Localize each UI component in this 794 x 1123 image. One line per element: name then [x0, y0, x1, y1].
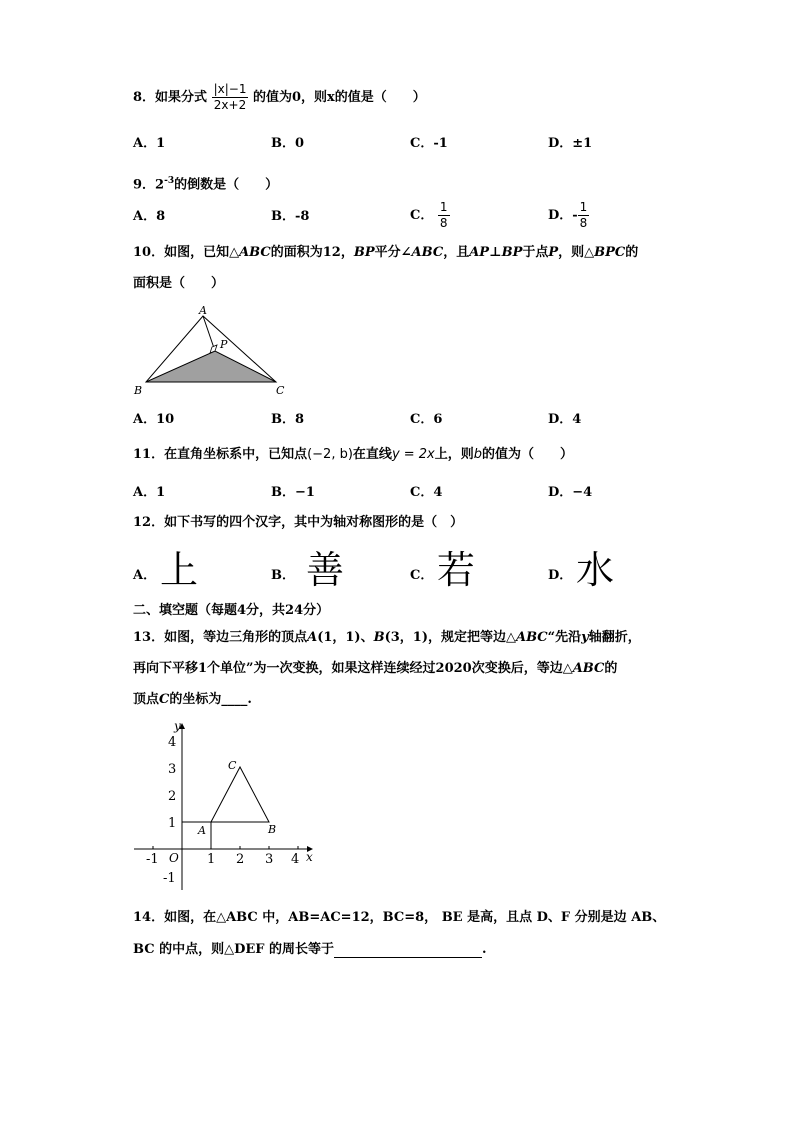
q13-abc: ABC: [515, 630, 548, 645]
q9-option-c-fraction: [438, 200, 450, 231]
q9-d-den: 8: [579, 216, 588, 230]
q9-c-num: 1: [439, 200, 448, 214]
q10-abc: ABC: [239, 245, 271, 260]
q14-line1: 14．如图，在△ABC 中，AB=AC=12，BC=8， BE 是高，且点 D、F 分别是边 AB、: [133, 910, 666, 925]
q10-option-d: D．4: [548, 412, 582, 427]
q11-stem: [133, 447, 573, 463]
q12-char-b: 善: [306, 548, 345, 592]
q13-ytick-3: 3: [168, 762, 177, 777]
q10-shaded-bpc: [146, 351, 276, 382]
q11-option-a: A．1: [133, 485, 166, 500]
q13-c: C: [159, 692, 170, 707]
q13-t1: 13．如图，等边三角形的顶点: [133, 630, 308, 645]
q13-x-label: x: [306, 850, 313, 864]
q10-abc-2: ABC: [411, 245, 444, 260]
q10-option-a: A．10: [133, 412, 175, 427]
q11-t1: 11．在直角坐标系中，已知点: [133, 447, 308, 462]
q9-option-a: A．8: [133, 209, 166, 224]
q9-option-d-label: D．-: [548, 208, 578, 223]
q14-answer-blank[interactable]: [334, 945, 482, 958]
q9-exponent: -3: [164, 176, 175, 186]
q13-ytick-4: 4: [168, 735, 177, 750]
q8-option-d: D．±1: [548, 136, 593, 151]
q13-origin-label: O: [169, 851, 179, 865]
q8-fraction: [212, 82, 249, 113]
q12-char-a: 上: [160, 548, 199, 592]
q11-option-d: D．−4: [548, 485, 593, 500]
q9-option-d: [548, 200, 589, 231]
q13-y: y: [581, 630, 589, 645]
q10-p: P: [548, 245, 559, 260]
q10-t1: 10．如图，已知△: [133, 245, 240, 260]
q10-perp: ⊥: [489, 245, 502, 260]
q13-ytick-2: 2: [168, 789, 177, 804]
q9-option-d-fraction: [578, 200, 590, 231]
q9-option-c-label: C．: [410, 208, 434, 223]
q11-option-b: B．−1: [271, 485, 315, 500]
q9-option-b: B．-8: [271, 209, 310, 224]
q11-t2: 在直线: [352, 447, 392, 462]
q10-option-b: B．8: [271, 412, 305, 427]
q13-t6: 再向下平移1个单位”为一次变换，如果这样连续经过2020次变换后，等边△: [133, 661, 573, 676]
q9-d-num: 1: [579, 200, 588, 214]
q12-char-d: 水: [576, 548, 615, 592]
q13-xlabel-3: 3: [265, 852, 274, 867]
q9-stem: [133, 173, 278, 193]
q13-ytick-m1: -1: [163, 871, 176, 886]
q10-option-c: C．6: [410, 412, 443, 427]
q13-xlabel-m1: -1: [146, 852, 159, 867]
q12-label-d: D．: [548, 568, 573, 583]
q9-prefix: 9．2: [133, 177, 165, 193]
q10-bpc: BPC: [594, 245, 626, 260]
q8-option-c: C．-1: [410, 136, 448, 151]
q13-t2: (1，1)、: [317, 630, 374, 645]
q10-t7: 的: [625, 245, 639, 260]
q8-denominator: 2x+2: [213, 98, 247, 112]
q13-line3: [133, 692, 252, 708]
q10-label-p: P: [220, 338, 228, 351]
q11-point: (−2, b): [307, 447, 353, 462]
q10-t5: 于点: [522, 245, 549, 260]
q11-var-b: b: [473, 447, 483, 462]
q14-t1: BC 的中点，则△DEF 的周长等于: [133, 942, 335, 957]
q13-y-label: y: [174, 719, 181, 733]
q13-line2: [133, 661, 617, 677]
q13-t3: (3，1)，规定把等边△: [384, 630, 516, 645]
q10-bp: BP: [353, 245, 375, 260]
q13-line1: [133, 630, 641, 646]
q13-xlabel-2: 2: [236, 852, 245, 867]
q8-stem: [133, 82, 426, 113]
q11-line-equation: y = 2x: [391, 447, 435, 462]
q13-b: B: [373, 630, 385, 645]
q14-line2: [133, 942, 487, 958]
q10-label-c: C: [276, 384, 285, 397]
q10-bp-2: BP: [501, 245, 523, 260]
q8-numerator: |x|−1: [213, 82, 247, 96]
q12-stem: 12．如下书写的四个汉字，其中为轴对称图形的是（ ）: [133, 515, 464, 530]
q13-t5: 轴翻折，: [588, 630, 641, 645]
q11-t3: 上，则: [434, 447, 474, 462]
q13-point-b: B: [268, 823, 277, 836]
section-heading: 二、填空题（每题4分，共24分）: [133, 603, 330, 618]
q10-ap: AP: [469, 245, 490, 260]
q13-t7: 的: [604, 661, 618, 676]
q13-coordinate-figure: [130, 718, 320, 896]
q10-t6: ，则△: [558, 245, 595, 260]
q10-stem-line1: [133, 245, 638, 261]
q13-a: A: [307, 630, 318, 645]
q13-t4: “先沿: [547, 630, 582, 645]
q13-t9: 的坐标为____.: [169, 692, 252, 707]
q8-prefix: 8．如果分式: [133, 90, 208, 105]
q13-xlabel-4: 4: [291, 852, 300, 867]
q10-label-b: B: [134, 384, 143, 397]
q10-triangle-figure: [128, 300, 298, 400]
q10-t3: 平分∠: [374, 245, 412, 260]
q12-char-c: 若: [437, 548, 476, 592]
q10-t2: 的面积为12，: [270, 245, 354, 260]
q9-suffix: 的倒数是（ ）: [174, 177, 279, 193]
q13-point-a: A: [198, 824, 206, 837]
q11-t4: 的值为（ ）: [482, 447, 574, 462]
q9-c-den: 8: [439, 216, 448, 230]
q8-suffix: 的值为0，则x的值是（ ）: [253, 90, 426, 105]
q8-option-a: A．1: [133, 136, 166, 151]
q11-option-c: C．4: [410, 485, 443, 500]
q13-triangle-abc: [211, 767, 269, 822]
q13-ytick-1: 1: [168, 816, 177, 831]
q12-label-a: A．: [133, 568, 157, 583]
q13-t8: 顶点: [133, 692, 160, 707]
q12-label-c: C．: [410, 568, 434, 583]
q8-option-b: B．0: [271, 136, 305, 151]
q10-label-a: A: [199, 304, 207, 317]
q10-stem-line2: 面积是（ ）: [133, 276, 225, 291]
q10-t4: ，且: [443, 245, 470, 260]
q9-option-c: [410, 200, 450, 231]
q13-xlabel-1: 1: [207, 852, 216, 867]
q14-period: .: [482, 942, 487, 957]
q13-abc-2: ABC: [572, 661, 605, 676]
q13-point-c: C: [228, 759, 237, 772]
q12-label-b: B．: [271, 568, 295, 583]
